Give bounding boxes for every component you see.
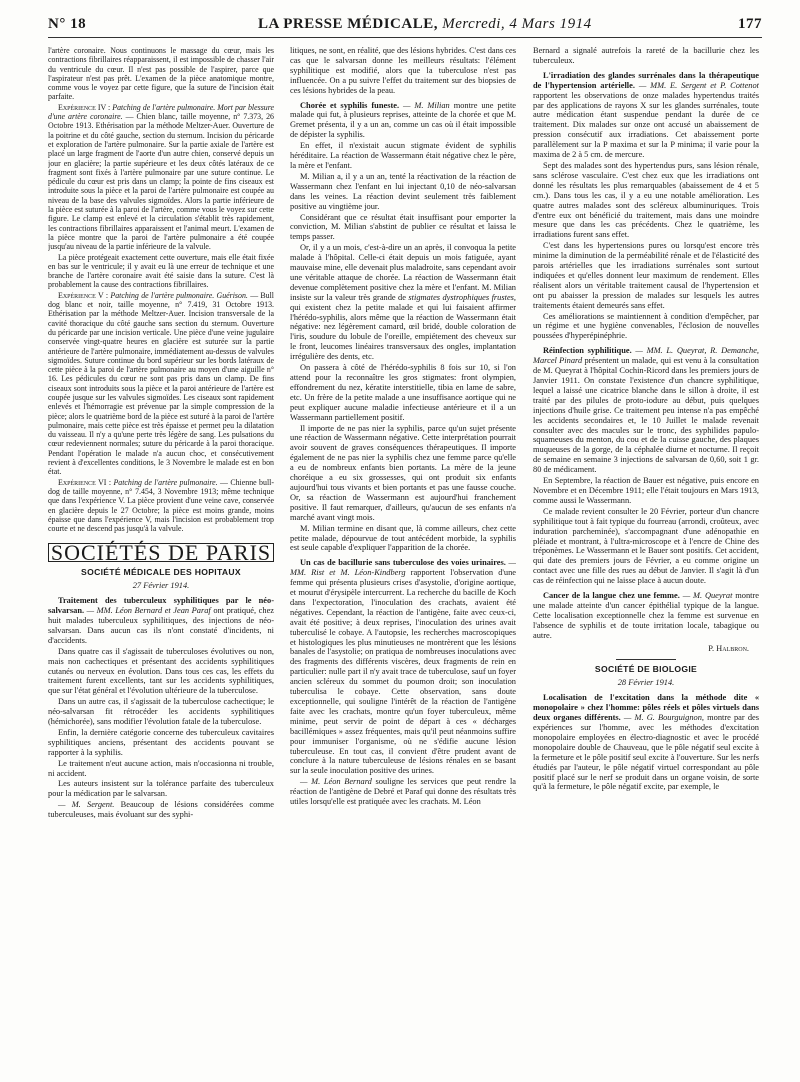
article-heading: Traitement des tuberculeux syphilitiques par le néo-salvarsan. [48, 596, 274, 616]
article-body: présentent un malade, qui est venu à la consultation de M. Queyrat à l'hôpital Cochin-Ricord dans les premiers jours de Janvier 1911. On constate l'existence d'un chancre syphilitique, lequel a laissé une cicatrice blanche dans le sillon à droite, il est traité par des pilules de proto-iodure au début, puis quelques injections d'huile grise. Ce traitement peu intense n'a pas empêché les accidents secondaires et, le 10 Juillet le malade revenait consulter avec des macules sur le tronc, des syphilides papulo-squameuses du menton, du cou et de la cuisse gauche, des plaques muqueuses de la gorge, de la céphalée diurne et nocturne. Il reçoit de semaine en semaine 3 injections de salvarsan de 0,60, soit 1 gr. 80 de médicament. [533, 356, 759, 475]
article-choree [290, 101, 516, 141]
paragraph: Dans quatre cas il s'agissait de tuberculoses évolutives ou non, mais non cachectiques et présentant des accidents syphilitiques cutanés ou nerveux en évolution. Dans tous ces cas, les effets du traitement furent excellents, tant sur les accidents syphilitiques, que sur l'état général et l'évolution ultérieure de la tuberculose. [48, 646, 274, 696]
paragraph: On passera à côté de l'hérédo-syphilis 8 fois sur 10, si l'on attend pour la reconnaître les gros stigmates: front olympien, effondrement du nez, kératite interstitielle, tibia en lame de sabre, etc. Un frère de la petite malade a une insuffisance aortique qui ne peut expliquer aucune maladie infectieuse antérieure et il a un Wassermann partiellement positif. [290, 363, 516, 422]
article-heading: Localisation de l'excitation dans la méthode dite « monopolaire » chez l'homme: pôles réels et pôles virtuels dans deux organes différents. [533, 693, 759, 723]
article-body: souligne les services que peut rendre la réaction de l'antigène de Debré et Paraf qui donne des résultats très utiles lorsqu'elle est pratiquée avec les crachats. M. Léon [290, 777, 516, 807]
experiment-6 [48, 478, 274, 534]
header-rule [48, 37, 762, 38]
article-body: ont pratiqué, chez huit malades tuberculeux syphilitiques, des injections de néo-salvarsan. Dans aucun cas ils n'ont constaté d'incidents, ni d'accidents. [48, 606, 274, 645]
paragraph: M. Milian termine en disant que, là comme ailleurs, chez cette petite malade, dépourvue de tout antécédent morbide, la syphilis est seule capable d'expliquer l'apparition de la chorée. [290, 523, 516, 553]
experiment-title: Patching de l'artère pulmonaire. Mort par blessure d'une artère coronaire. [48, 102, 274, 122]
article-tuberculeux [48, 596, 274, 646]
paragraph-text: Or, il y a un mois, c'est-à-dire un an après, il convoqua la petite malade à l'hôpital. Celle-ci était depuis un mois fatiguée, ayant mauvaise mine, elle devenait plus maladroite, sans cependant avoir une véritable attaque de chorée. La réaction de Wassermann était devenue complètement positive chez la mère et l'enfant. M. Milian insiste sur la valeur très grande de [290, 243, 516, 302]
article-heading: Réinfection syphilitique. [543, 346, 632, 356]
article-localisation [533, 693, 759, 792]
column-2 [290, 46, 516, 1072]
article-body: montre par des expériences sur l'homme, avec les méthodes d'excitation monopolaire employées en électro-diagnostic et avec le procédé monopolaire double de Chauveau, que le pôle négatif seul excite à la fermeture et le pôle positif seul excite à l'ouverture. Sur les nerfs étudiés par l'auteur, le pôle négatif virtuel correspondant au pôle positif placé sur le nerf se produit dans un organe voisin, de sorte qu'à la fermeture, le pôle négatif excite, par exemple, le [533, 713, 759, 792]
experiment-heading: Expérience IV : [58, 102, 111, 112]
article-body: montre une petite malade qui fut, à plusieurs reprises, atteinte de la chorée et que M. Gremet présenta, il y a un an, comme un cas où il était impossible de dépister la syphilis. [290, 100, 516, 140]
article-body: rapportent l'observation d'une femme qui présenta plusieurs crises d'asystolie, d'origine aortique, et mourut d'érysipèle intercurrent. La recherche du bacille de Koch dans l'expectoration, l'inoculation des crachats, avaient été négatives. Cependant, la réaction de l'antigène, faite avec ceux-ci, avait été positive; à deux reprises, l'inoculation des urines avait tuberculisé le cobaye. A l'autopsie, les recherches macroscopiques et histologiques les plus minutieuses ne montrèrent que les lésions banales de l'asystolie; on pratiqua de nombreuses inoculations avec des fragments des différents viscères, deux fragments de rein en particulier: nulle part il n'y avait trace de tuberculose, sauf un foyer ancien scléreux du sommet du poumon droit; son inoculation tuberculisa le cobaye. Cette observation, sans doute exceptionnelle, qui souligne l'intérêt de la réaction de l'antigène faite avec les crachats, montre qu'un foyer tuberculeux, même minime, peut servir de point de départ à ces « décharges bacillémiques » assez fréquentes, mais qu'il peut néanmoins suffire pour immuniser l'organisme, où ne s'édifie aucune lésion tuberculeuse. En tout cas, il convient d'être prudent avant de conclure à la nature tuberculeuse de lésions rénales en se basant sur la seule inoculation positive des urines. [290, 568, 516, 776]
society-title: SOCIÉTÉ MÉDICALE DES HOPITAUX [81, 567, 241, 578]
article-authors: — MM. Léon Bernard et Jean Paraf [86, 606, 211, 616]
masthead [48, 16, 762, 38]
page-number: 177 [738, 16, 762, 32]
article-authors: — M. G. Bourguignon, [623, 713, 704, 723]
paragraph [290, 243, 516, 362]
experiment-body: — Bull dog blanc et noir, taille moyenne, n° 7.419, 31 Octobre 1913. Ethérisation par la méthode Meltzer-Auer. Incision transversale de la cavité thoracique du côté gauche sans section du sternum. Ouverture du péricarde par une incision verticale. Une pièce d'une veine jugulaire conservée vingt-quatre heures en glacière est suturée sur la partie antérieure de l'artère pulmonaire, immédiatement au-dessus de valvules sigmoïdes. Suture continue du bord supérieur sur les bords latéraux de cette pièce à la paroi de l'artère pulmonaire au moyen d'une aiguille n° 16. Les pédicules du cœur ne sont pas pris dans un clamp. De fins ciseaux sont introduits sous la pièce et la paroi antérieure de l'artère est coupée jusque sur les valvules sigmoïdes. Les ciseaux sont rapidement enlevés et l'hémorragie est prévenue par la simple compression de la pièce; alors le quatrième bord de la pièce est suturé à la paroi de l'artère pulmonaire, mais cette pièce est très épaisse et permet peu la dilatation du vaisseau. Il n'y a qu'une perte très légère de sang. Les pulsations du cœur redeviennent normales; suture du péricarde à la paroi thoracique. Pendant l'opération le malade n'a aucun choc, et consécutivement revient à d'excellentes conditions, le 3 Novembre le malade est en bon état. [48, 290, 274, 477]
experiment-5 [48, 291, 274, 477]
emphasis: stigmates dystrophiques frustes, [408, 292, 516, 302]
paragraph: En Septembre, la réaction de Bauer est négative, puis encore en Novembre et en Décembre 1911; elle l'était toujours en Mars 1913, comme aussi le Wassermann. [533, 476, 759, 505]
article-authors: — M. Sergent. [58, 800, 115, 810]
article-heading: Un cas de bacillurie sans tuberculose des voies urinaires. [300, 558, 506, 568]
author-signature: P. Halbron. [708, 643, 749, 653]
issue-date: Mercredi, 4 Mars 1914 [442, 16, 592, 32]
article-heading: L'irradiation des glandes surrénales dans la thérapeutique de l'hypertension artérielle. [533, 70, 759, 90]
paragraph: Il importe de ne pas nier la syphilis, parce qu'un sujet présente une réaction de Wassermann négative. Cette interprétation pourrait avoir souvent de graves conséquences thérapeutiques. Il importe également de ne pas nier la syphilis chez une femme parce qu'elle a eu de nombreux enfants bien portants. La mère de la jeune choréique a eu six grossesses, qui ont produit six enfants aujourd'hui tous vivants et bien portants et pas une fausse couche. Or, sa réaction de Wassermann est aujourd'hui franchement positive. Il faut remarquer, d'ailleurs, qu'aucun de ses enfants n'a marché avant vingt mois. [290, 423, 516, 522]
experiment-4 [48, 103, 274, 252]
journal-title [258, 16, 592, 33]
paragraph: M. Milian a, il y a un an, tenté la réactivation de la réaction de Wassermann chez l'enfant en lui injectant 0,10 de néo-salvarsan dans les veines. La réaction devint seulement très faiblement positive au vingtième jour. [290, 171, 516, 211]
paragraph [48, 800, 274, 820]
section-divider [616, 659, 676, 660]
column-1 [48, 46, 274, 1072]
paragraph: Ces améliorations se maintiennent à condition d'empêcher, par un régime et une hygiène convenables, l'éclosion de nouvelles poussées d'hyperépinéphrie. [533, 311, 759, 341]
article-heading: Cancer de la langue chez une femme. [543, 591, 680, 601]
article-authors: — MM. L. Queyrat, R. Demanche, Marcel Pinard [533, 346, 759, 366]
experiment-heading: Expérience VI : [58, 477, 112, 487]
paragraph: Ce malade revient consulter le 20 Février, porteur d'un chancre syphilitique tout à fait typique du fourreau (arrondi, croûteux, avec induration parcheminée), s'accompagnant d'une adénopathie en pléiade et montrant, à l'ultra-microscope et à l'encre de Chine des tréponèmes. Le Wassermann et le Bauer sont positifs. Cet accident, qui date des premiers jours de Février, a eu comme origine un contact avec une fille des rues au début de Janvier. Il s'agit là d'un cas de réinfection qui ne laisse place à aucun doute. [533, 506, 759, 586]
article-irradiation [533, 71, 759, 160]
paragraph: Enfin, la dernière catégorie concerne des tuberculeux cavitaires syphilitiques anciens, présentant des accidents pouvant se rapporter à la syphilis. [48, 727, 274, 757]
society-title: SOCIÉTÉ DE BIOLOGIE [594, 664, 698, 675]
paragraph: litiques, ne sont, en réalité, que des lésions hybrides. C'est dans ces cas que le salvarsan donne les meilleurs résultats: l'élément syphilitique est modifié, alors que la tuberculose n'est pas influencée. On a pu suivre l'effet du traitement sur des biopsies de ces lésions hybrides de la peau. [290, 46, 516, 95]
article-authors: — M. Léon Bernard [300, 777, 372, 787]
paragraph: Les auteurs insistent sur la tolérance parfaite des tuberculeux pour la médication par le salvarsan. [48, 779, 274, 799]
paragraph: En effet, il n'existait aucun stigmate évident de syphilis héréditaire. La réaction de Wassermann était négative chez le père, la mère et l'enfant. [290, 141, 516, 170]
article-body: Beaucoup de lésions considérées comme tuberculeuses, mais évoluant sur des syphi- [48, 800, 274, 820]
article-authors: — M. Milian [403, 100, 450, 110]
paragraph: La pièce protégeait exactement cette ouverture, mais elle était fixée en bas sur le ventricule; il y avait eu là une erreur de technique et une branche de l'artère coronaire avait été saisie dans la suture. C'est là probablement la cause des contractions fibrillaires. [48, 252, 274, 290]
section-banner: SOCIÉTÉS DE PARIS [48, 543, 274, 562]
journal-name: LA PRESSE MÉDICALE, [258, 16, 438, 32]
article-authors: — MM. Rist et M. Léon-Kindberg [290, 558, 516, 578]
experiment-title: Patching de l'artère pulmonaire. Guérison. [110, 290, 248, 300]
paragraph: Considérant que ce résultat était insuffisant pour emporter la conviction, M. Milian s'abstint de publier ce résultat et laissa le temps passer. [290, 212, 516, 242]
article-bacillurie [290, 558, 516, 776]
paragraph: l'artère coronaire. Nous continuons le massage du cœur, mais les contractions fibrillaires réapparaissent, il est impossible de chasser l'air du ventricule du cœur. Il n'est pas possible de l'aspirer, parce que l'aspirateur n'est pas prêt. L'examen de la pièce anatomique montre, comme vous le voyez par cette figure, que la suture de l'incision était parfaite. [48, 46, 274, 102]
paragraph: Bernard a signalé autrefois la rareté de la bacillurie chez les tuberculeux. [533, 46, 759, 65]
paragraph: Dans un autre cas, il s'agissait de la tuberculose cachectique; le néo-salvarsan fit rétrocéder les accidents syphilitiques (hémichorée), sans modifier l'évolution fatale de la tuberculose. [48, 697, 274, 727]
article-heading: Chorée et syphilis funeste. [300, 100, 400, 110]
society-date: 27 Février 1914. [132, 581, 190, 591]
paragraph: Le traitement n'eut aucune action, mais n'occasionna ni trouble, ni accident. [48, 758, 274, 778]
experiment-body: — Chien blanc, taille moyenne, n° 7.373, 26 Octobre 1913. Ethérisation par la méthode Meltzer-Auer. Ouverture de la poitrine et du côté gauche, section du sternum. Incision du péricarde et exploration de l'artère pulmonaire. Sur la partie axiale de l'artère est placé un large fragment de l'aorte d'un autre chien, conservé depuis un jour en glacière; la partie supérieure et les deux côtés latéraux de ce fragment sont fixés à l'artère pulmonaire par une suture continue. Le pédicule du cœur est pris dans un clamp; la pointe de fins ciseaux est introduite sous la pièce et la paroi de l'artère pulmonaire est coupée au niveau de la base des valvules sigmoïdes. Alors la partie inférieure de la pièce est suturée à la paroi de l'artère, comme vous le voyez sur cette figure. Le clamp est enlevé et la circulation s'établit très rapidement, les contractions fibrillaires apparaissent et l'animal meurt. L'examen de la pièce montre que la paroi de l'artère pulmonaire a été coupée jusqu'au niveau de la partie inférieure de la valvule. [48, 112, 274, 252]
article-authors: — M. Queyrat [682, 591, 733, 601]
paragraph-text: qui existent chez la petite malade et qui lui faisaient affirmer l'hérédo-syphilis, alors même que la réaction de Wassermann était négative: nez légèrement camard, œil bridé, double coloration de l'iris, soudure du lobule de l'oreille, empiétement des cheveux sur le front, leucomes linéaires transversaux des ongles, implantation irrégulière des dents, etc. [290, 302, 516, 362]
article-body: rapportent les observations de onze malades hypertendus traités par des applications de rayons X sur les glandes surrénales, toute autre médication étant suspendue pendant la durée de ce traitement. Dix malades sur onze ont accusé un abaissement de pression consécutif aux irradiations. Cet abaissement porte parallèlement sur la P maxima et sur la P minima; il varie pour la maxima de 2 à 5 cm. de mercure. [533, 90, 759, 160]
article-body: montre une malade atteinte d'un cancer épithélial typique de la langue. Cette localisation exceptionnelle chez la femme est survenue en l'absence de syphilis et de toute irritation locale, tabagique ou autre. [533, 591, 759, 640]
article-cancer [533, 591, 759, 641]
paragraph: Sept des malades sont des hypertendus purs, sans lésion rénale, sans sclérose vasculaire. C'est chez eux que les irradiations ont donné les résultats les plus remarquables (abaissement de 4 et 5 cm.). Dans tous les cas, il y a eu une notable amélioration. Les quatre autres malades sont des scléreux albuminuriques. Trois d'entre eux ont bénéficié du traitement, mais dans une moindre mesure que dans les cas précédents. Chez le quatrième, les irradiations furent sans effet. [533, 160, 759, 240]
experiment-heading: Expérience V : [58, 290, 109, 300]
issue-number: N° 18 [48, 16, 87, 32]
article-authors: — MM. E. Sergent et P. Cottenot [638, 80, 759, 90]
column-3 [533, 46, 759, 1072]
paragraph [290, 777, 516, 807]
article-reinfection [533, 346, 759, 475]
experiment-body: — Chienne bull-dog de taille moyenne, n° 7.454, 3 Novembre 1913; même technique que dans l'expérience V. La pièce provient d'une veine cave, conservée en glacière depuis le 27 Octobre; la pièce est moins grande, moins épaisse que dans l'expérience V, mais l'incision est probablement trop courte et ne descend pas jusqu'à la valvule. [48, 477, 274, 534]
experiment-title: Patching de l'artère pulmonaire. [113, 477, 218, 487]
paragraph: C'est dans les hypertensions pures ou lorsqu'est encore très minime la diminution de la perméabilité rénale et de l'élasticité des parois artérielles que les irradiations surrénales sont surtout indiquées et qu'elles donnent leur maximum de rendement. Elles réalisent alors un véritable traitement causal de l'hypertension et ont pu abaisser la pression de malades sur lesquels les autres traitements étaient demeurés sans effet. [533, 241, 759, 310]
society-date: 28 Février 1914. [617, 678, 675, 688]
